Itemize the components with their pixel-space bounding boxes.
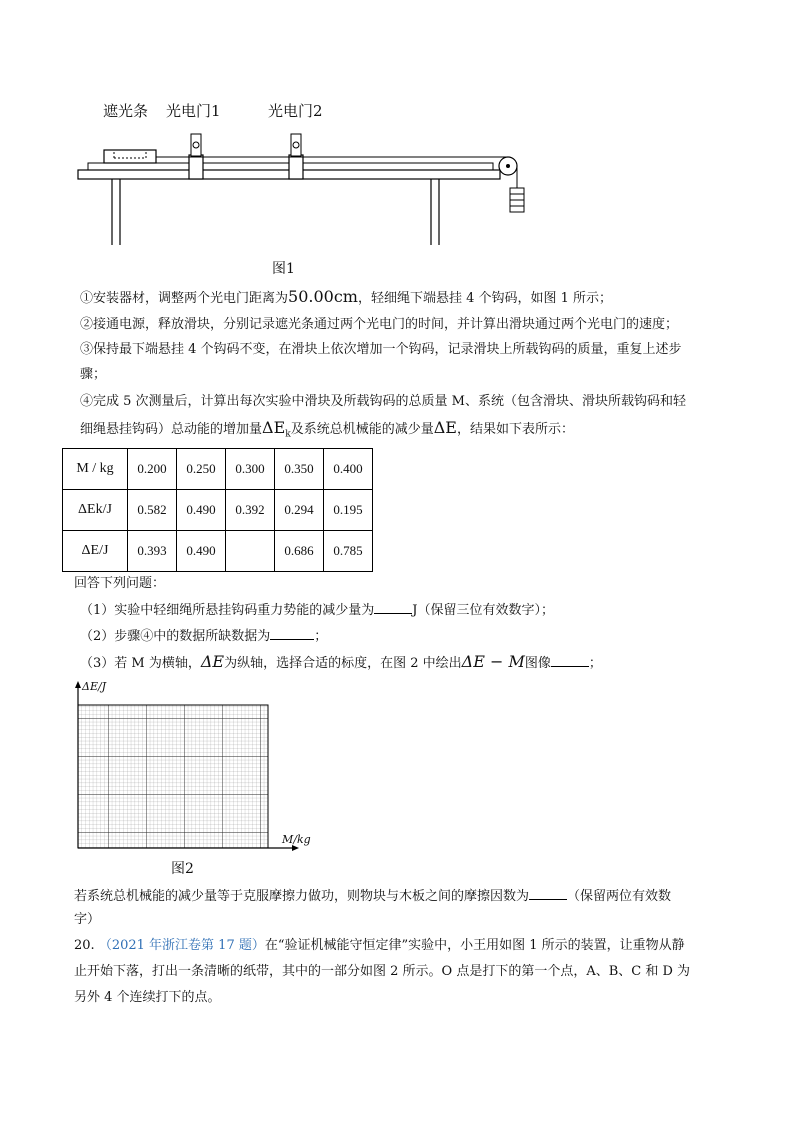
question-2-text-a: （2）步骤④中的数据所缺数据为: [80, 629, 271, 644]
question-20-source-link[interactable]: （2021 年浙江卷第 17 题）: [98, 938, 265, 953]
figure-1-caption: 图1: [272, 261, 295, 277]
table-cell: 0.393: [128, 531, 177, 572]
question-3: [80, 652, 602, 674]
step-1: [80, 287, 612, 309]
gate2-label: 光电门2: [268, 102, 323, 120]
question-20-text-1: 在“验证机械能守恒定律”实验中，小王用如图 1 所示的装置，让重物从静: [264, 938, 685, 953]
question-1: [80, 600, 554, 621]
step-4-text-3: ，结果如下表所示：: [456, 422, 574, 437]
step-3-line-2: 骤；: [80, 367, 107, 382]
table-cell: [226, 531, 275, 572]
x-axis-label: M/kg: [282, 833, 311, 846]
question-3-text-c: 图像: [524, 656, 551, 671]
table-cell: 0.785: [324, 531, 373, 572]
final-text-b: （保留两位有效数: [567, 889, 672, 904]
table-cell: 0.195: [324, 490, 373, 531]
gate1-label: 光电门1: [166, 102, 221, 120]
question-20-line-2: 止开始下落，打出一条清晰的纸带，其中的一部分如图 2 所示。O 点是打下的第一个点，A、B、C 和 D 为: [74, 964, 691, 979]
question-2: [80, 626, 327, 647]
table-cell: 0.582: [128, 490, 177, 531]
question-1-text-a: （1）实验中轻细绳所悬挂钩码重力势能的减少量为: [80, 603, 375, 618]
delta-e-minus-m-symbol: ΔE − M: [461, 652, 525, 671]
final-question-line-2: 字）: [74, 912, 101, 927]
question-3-text-a: （3）若 M 为横轴，: [80, 656, 201, 671]
strip-label: 遮光条: [103, 102, 149, 120]
figure-2-caption: 图2: [171, 861, 194, 877]
step-4-text-2: 及系统总机械能的减少量: [290, 422, 434, 437]
step-1-text-a: ①安装器材，调整两个光电门距离为: [80, 291, 289, 306]
table-cell: 0.350: [275, 449, 324, 490]
table-cell: 0.300: [226, 449, 275, 490]
step-4-line-2: [80, 418, 574, 445]
table-cell: 0.490: [177, 490, 226, 531]
question-20-line-1: [74, 936, 685, 956]
delta-ek-symbol: ΔE: [262, 418, 286, 437]
question-20-line-3: 另外 4 个连续打下的点。: [74, 990, 221, 1005]
question-3-text-d: ；: [588, 656, 602, 671]
answer-blank: [374, 600, 412, 614]
step-4-text-1: 细绳悬挂钩码）总动能的增加量: [80, 422, 263, 437]
table-cell: 0.392: [226, 490, 275, 531]
question-2-text-b: ；: [314, 629, 328, 644]
row-header-mass: M / kg: [63, 449, 128, 490]
answer-blank: [270, 626, 314, 640]
step-1-distance: 50.00cm: [288, 287, 358, 306]
step-4-line-1: ④完成 5 次测量后，计算出每次实验中滑块及所载钩码的总质量 M、系统（包含滑块、滑块所载钩码和轻: [80, 394, 686, 409]
graph-paper: [70, 680, 300, 855]
question-20-number: 20.: [74, 938, 95, 953]
final-text-a: 若系统总机械能的减少量等于克服摩擦力做功，则物块与木板之间的摩擦因数为: [74, 889, 530, 904]
answer-blank: [529, 886, 567, 900]
answer-blank: [551, 653, 589, 667]
table-cell: 0.294: [275, 490, 324, 531]
row-header-delta-e: ΔE/J: [63, 531, 128, 572]
step-2: ②接通电源，释放滑块，分别记录遮光条通过两个光电门的时间，并计算出滑块通过两个光电门的速度；: [80, 317, 679, 332]
table-cell: 0.250: [177, 449, 226, 490]
delta-e-symbol: ΔE: [200, 652, 225, 671]
table-row: [63, 490, 373, 531]
delta-e-symbol: ΔE: [433, 418, 457, 437]
question-3-text-b: 为纵轴，选择合适的标度，在图 2 中绘出: [224, 656, 462, 671]
delta-ek-subscript: k: [285, 429, 291, 440]
table-cell: 0.490: [177, 531, 226, 572]
row-header-delta-ek: ΔEk/J: [63, 490, 128, 531]
table-row: [63, 449, 373, 490]
table-cell: 0.200: [128, 449, 177, 490]
table-cell: 0.400: [324, 449, 373, 490]
data-table: [62, 448, 373, 572]
y-axis-label: ΔE/J: [82, 680, 107, 693]
questions-intro: 回答下列问题：: [74, 576, 166, 591]
apparatus-drawing: [70, 120, 540, 255]
step-3-line-1: ③保持最下端悬挂 4 个钩码不变，在滑块上依次增加一个钩码，记录滑块上所载钩码的质量，重复上述步: [80, 342, 682, 357]
final-question-line-1: [74, 886, 671, 907]
question-1-text-b: J（保留三位有效数字）；: [412, 603, 554, 618]
table-row: [63, 531, 373, 572]
step-1-text-b: ，轻细绳下端悬挂 4 个钩码，如图 1 所示；: [357, 291, 613, 306]
table-cell: 0.686: [275, 531, 324, 572]
